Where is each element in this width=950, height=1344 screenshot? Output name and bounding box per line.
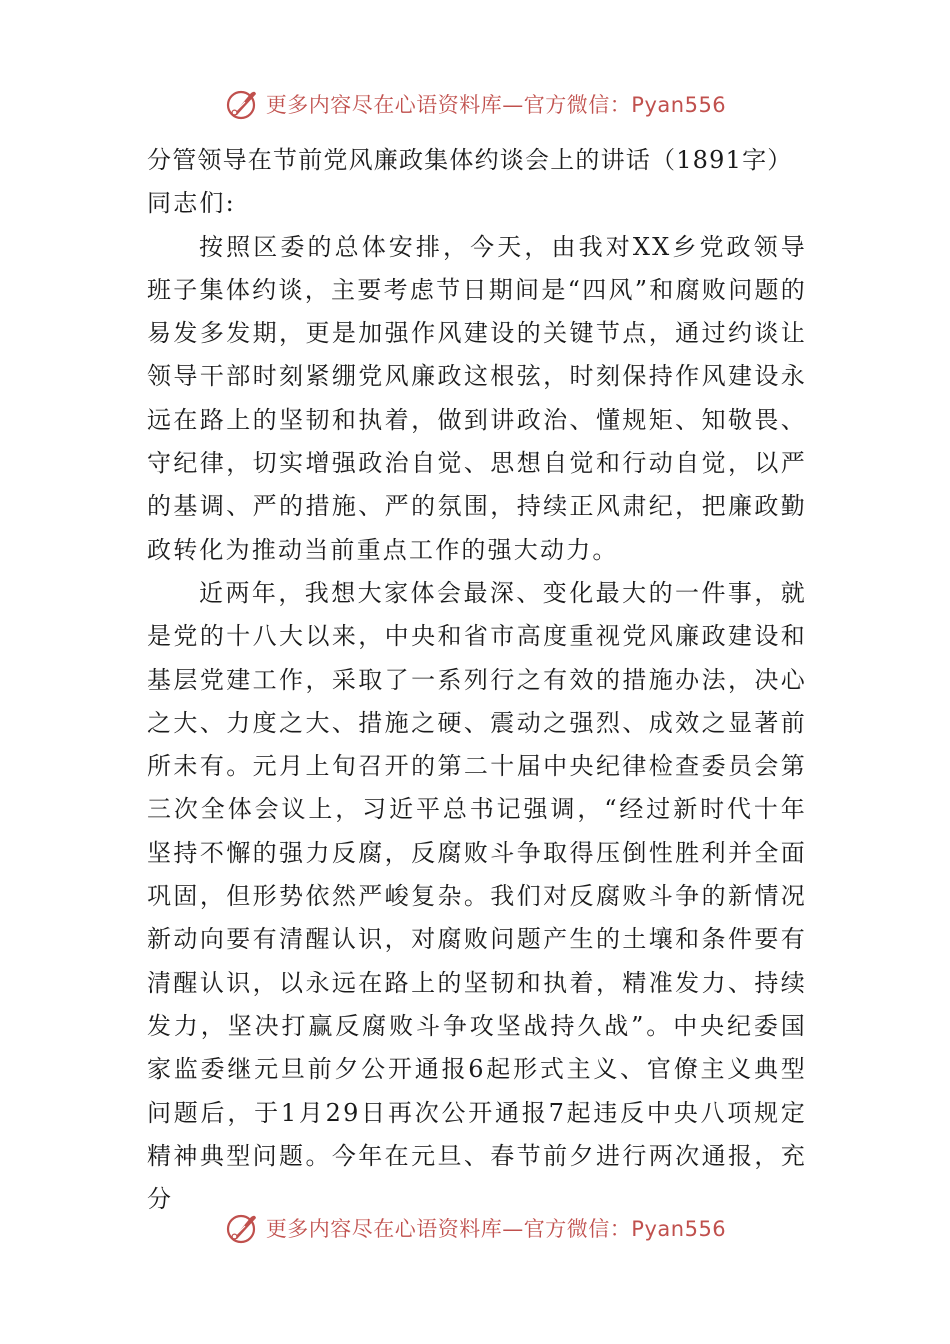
document-body (147, 139, 807, 1221)
quill-logo-icon (224, 86, 260, 122)
document-title: 分管领导在节前党风廉政集体约谈会上的讲话（1891字） (147, 146, 793, 174)
header-watermark-banner (0, 84, 950, 124)
body-paragraph-1: 按照区委的总体安排，今天，由我对XX乡党政领导班子集体约谈，主要考虑节日期间是“四风”和腐败问题的易发多发期，更是加强作风建设的关键节点，通过约谈让领导干部时刻紧绷党风廉政这根弦，时刻保持作风建设永远在路上的坚韧和执着，做到讲政治、懂规矩、知敬畏、守纪律，切实增强政治自觉、思想自觉和行动自觉，以严的基调、严的措施、严的氛围，持续正风肃纪，把廉政勤政转化为推动当前重点工作的强大动力。 (147, 232, 807, 564)
salutation: 同志们: (147, 189, 236, 218)
footer-watermark-text: 更多内容尽在心语资料库—官方微信：Pyan556 (265, 1217, 727, 1241)
header-watermark-text: 更多内容尽在心语资料库—官方微信：Pyan556 (265, 93, 727, 117)
footer-watermark-banner (0, 1208, 950, 1248)
quill-logo-icon (224, 1210, 260, 1246)
body-paragraph-2: 近两年，我想大家体会最深、变化最大的一件事，就是党的十八大以来，中央和省市高度重视党风廉政建设和基层党建工作，采取了一系列行之有效的措施办法，决心之大、力度之大、措施之硬、震动之强烈、成效之显著前所未有。元月上旬召开的第二十届中央纪律检查委员会第三次全体会议上，习近平总书记强调，“经过新时代十年坚持不懈的强力反腐，反腐败斗争取得压倒性胜利并全面巩固，但形势依然严峻复杂。我们对反腐败斗争的新情况新动向要有清醒认识，对腐败问题产生的土壤和条件要有清醒认识，以永远在路上的坚韧和执着，精准发力、持续发力，坚决打赢反腐败斗争攻坚战持久战”。中央纪委国家监委继元旦前夕公开通报6起形式主义、官僚主义典型问题后，于1月29日再次公开通报7起违反中央八项规定精神典型问题。今年在元旦、春节前夕进行两次通报，充分 (147, 578, 807, 1214)
